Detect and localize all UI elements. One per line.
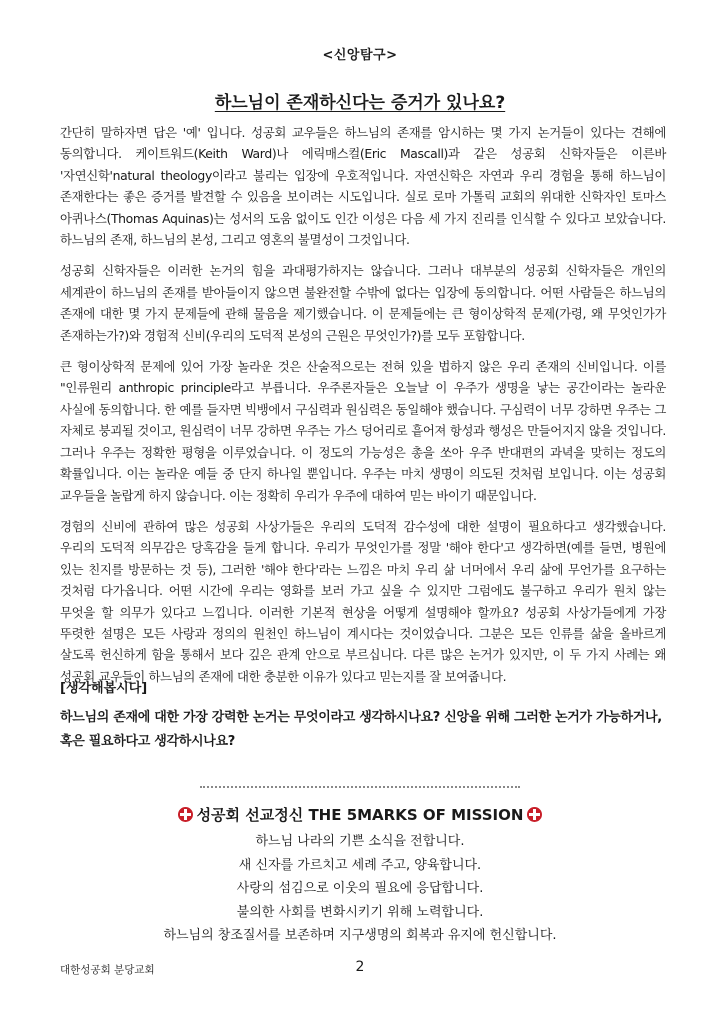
paragraph-2: 성공회 신학자들은 이러한 논거의 힘을 과대평가하지는 않습니다. 그러나 대부분의 성공회 신학자들은 개인의 세계관이 하느님의 존재를 받아들이지 않으면 불완전할 수밖에 없다는 입장에 동의합니다. 어떤 사람들은 하느님의 존재에 대한 몇 가지 문제들에 관해 물음을 제기했습니다. 이 문제들에는 큰 형이상학적 문제(가령, 왜 무엇인가가 존재하는가?)와 경험적 신비(우리의 도덕적 본성의 근원은 무엇인가?)를 모두 포함합니다. bbox=[60, 263, 666, 343]
paragraph-3: 큰 형이상학적 문제에 있어 가장 놀라운 것은 산술적으로는 전혀 있을 법하지 않은 우리 존재의 신비입니다. 이를 "인류원리 anthropic principle라고 부릅니다. 우주론자들은 오늘날 이 우주가 생명을 낳는 공간이라는 놀라운 사실에 동의합니다. 한 예를 들자면 빅뱅에서 구심력과 원심력은 동일해야 했습니다. 구심력이 너무 강하면 우주는 그 자체로 붕괴될 것이고, 원심력이 너무 강하면 우주는 가스 덩어리로 흩어져 항성과 행성은 만들어지지 않을 것입니다. 그러나 우주는 정확한 평형을 이루었습니다. 이 정도의 가능성은 총을 쏘아 우주 반대편의 과녁을 맞히는 정도의 확률입니다. 이는 놀라운 예들 중 단지 하나일 뿐입니다. 우주는 마치 생명이 의도된 것처럼 보입니다. 이는 성공회 교우들을 놀랍게 하지 않습니다. 이는 정확히 우리가 우주에 대하여 믿는 바이기 때문입니다. bbox=[60, 359, 666, 503]
mission-item: 사랑의 섬김으로 이웃의 필요에 응답합니다. bbox=[236, 881, 484, 896]
dotted-divider bbox=[200, 786, 520, 788]
page-title: 하느님이 존재하신다는 증거가 있나요? bbox=[214, 93, 506, 113]
mission-item: 하느님 나라의 기쁜 소식을 전합니다. bbox=[255, 834, 465, 849]
mission-item: 새 신자를 가르치고 세례 주고, 양육합니다. bbox=[238, 857, 482, 873]
paragraph-4: 경험의 신비에 관하여 많은 성공회 사상가들은 우리의 도덕적 감수성에 대한 설명이 필요하다고 생각했습니다. 우리의 도덕적 의무감은 당혹감을 들게 합니다. 우리가 무엇인가를 정말 '해야 한다'고 생각하면(예를 들면, 병원에 있는 친지를 방문하는 것 등), 그러한 '해야 한다'라는 느낌은 마치 우리 삶 너머에서 우리 삶에 무언가를 요구하는 것처럼 다가옵니다. 어떤 시간에 우리는 영화를 보러 가고 싶을 수 있지만 그럼에도 불구하고 우리가 원치 않는 무엇을 할 의무가 있다고 느낍니다. 이러한 기본적 현상을 어떻게 설명해야 할까요? 성공회 사상가들에게 가장 뚜렷한 설명은 모든 사랑과 정의의 원천인 하느님이 계시다는 것이었습니다. 그분은 모든 인류를 삶을 올바르게 살도록 헌신하게 함을 통해서 보다 깊은 관계 안으로 부르십니다. 다른 많은 논거가 있지만, 이 두 가지 사례는 왜 성공회 교우들이 하느님의 존재에 대한 충분한 이유가 있다고 믿는지를 잘 보여줍니다. bbox=[60, 518, 666, 684]
article-body bbox=[60, 122, 666, 697]
anglican-cross-icon bbox=[527, 807, 542, 822]
anglican-cross-icon bbox=[178, 807, 193, 822]
footer-church-name: 대한성공회 분당교회 bbox=[60, 964, 155, 976]
mission-title-text: 성공회 선교정신 THE 5MARKS OF MISSION bbox=[196, 806, 524, 824]
paragraph-1: 간단히 말하자면 답은 '예' 입니다. 성공회 교우들은 하느님의 존재를 암시하는 몇 가지 논거들이 있다는 견해에 동의합니다. 케이트워드(Keith Ward)나 에릭매스컬(Eric Mascall)과 같은 성공회 신학자들은 이른바 '자연신학'natural theology이라고 불리는 입장에 우호적입니다. 자연신학은 자연과 우리 경험을 통해 하느님이 존재한다는 좋은 증거를 발견할 수 있음을 보이려는 시도입니다. 실로 로마 가톨릭 교회의 위대한 신학자인 토마스 아퀴나스(Thomas Aquinas)는 성서의 도움 없이도 인간 이성은 다음 세 가지 진리를 인식할 수 있다고 보았습니다. 하느님의 존재, 하느님의 본성, 그리고 영혼의 불멸성이 그것입니다. bbox=[60, 125, 666, 248]
section-tag: <신앙탐구> bbox=[322, 48, 398, 63]
mission-list bbox=[0, 830, 720, 948]
reflection-question: 하느님의 존재에 대한 가장 강력한 논거는 무엇이라고 생각하시나요? 신앙을 위해 그러한 논거가 가능하거나, 혹은 필요하다고 생각하시나요? bbox=[60, 710, 662, 749]
page-number: 2 bbox=[355, 959, 365, 975]
think-heading: [생각해봅시다] bbox=[60, 681, 148, 696]
mission-item: 하느님의 창조질서를 보존하며 지구생명의 회복과 유지에 헌신합니다. bbox=[163, 928, 557, 943]
mission-item: 불의한 사회를 변화시키기 위해 노력합니다. bbox=[236, 904, 484, 920]
mission-heading bbox=[0, 804, 720, 825]
